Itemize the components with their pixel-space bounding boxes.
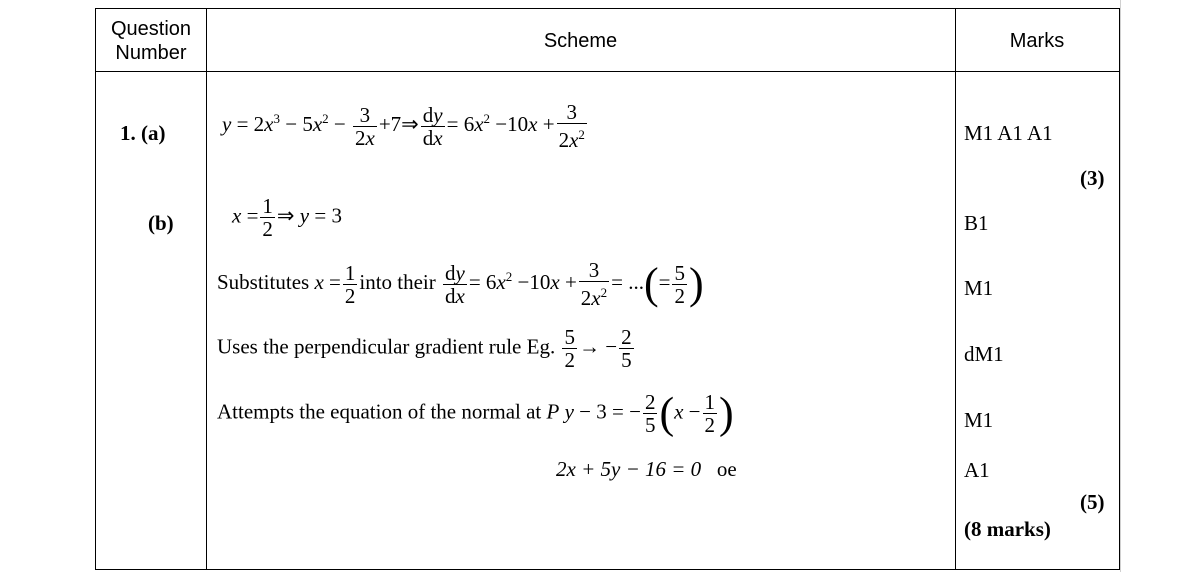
part-b-step1: x = $\frac{1}{2}$ ⇒ y = 3	[232, 194, 342, 241]
header-divider	[96, 71, 1119, 72]
step5-suffix: oe	[716, 457, 737, 481]
question-label-a: 1. (a)	[120, 121, 166, 145]
header-question-number: Question Number	[110, 18, 192, 64]
part-a-mark: M1 A1 A1	[964, 121, 1053, 145]
part-b-step5	[556, 457, 737, 482]
step4-point: P	[546, 399, 560, 424]
part-a-total: (3)	[1080, 166, 1105, 190]
column-divider	[206, 9, 207, 569]
step5-equation: 2x + 5y − 16 = 0	[556, 457, 702, 481]
part-b-step3-mark: dM1	[964, 342, 1004, 366]
part-b-step1-mark: B1	[964, 211, 989, 235]
step2-prefix: Substitutes	[217, 269, 310, 294]
part-b-step4: Attempts the equation of the normal at P y − 3 = − $\frac{2}{5}$ (x − $\frac{1}{2}$ )	[217, 388, 734, 438]
step4-text: Attempts the equation of the normal at	[217, 399, 542, 424]
page-edge	[1120, 0, 1121, 572]
part-b-step4-mark: M1	[964, 408, 994, 432]
part-b-step2-mark: M1	[964, 276, 994, 300]
step2-mid: into their	[359, 269, 436, 294]
header-marks: Marks	[1009, 30, 1065, 52]
part-b-step5-mark: A1	[964, 458, 990, 482]
column-divider	[955, 9, 956, 569]
step3-text: Uses the perpendicular gradient rule Eg.	[217, 334, 556, 359]
part-b-step3: Uses the perpendicular gradient rule Eg. $\frac{5}{2}$ → − $\frac{2}{5}$	[217, 325, 632, 372]
overall-total: (8 marks)	[964, 517, 1051, 541]
question-label-b: (b)	[148, 211, 174, 235]
header-scheme: Scheme	[543, 30, 618, 52]
part-b-step2: Substitutes x = $\frac{1}{2}$ into their $\frac{dy}{dx}$ = $6x^2 -10x$ + $\frac{3}{2x^2}$ = ...(= $\frac{5}{2}$ )	[217, 258, 704, 310]
part-a-equation: $y = 2x^3 - 5x^2$ − $\frac{3}{2x}$ +7⇒ $\frac{dy}{dx}$ = $6x^2 -10x$ + $\frac{3}{2x^2}$	[222, 100, 585, 152]
part-b-total: (5)	[1080, 490, 1105, 514]
